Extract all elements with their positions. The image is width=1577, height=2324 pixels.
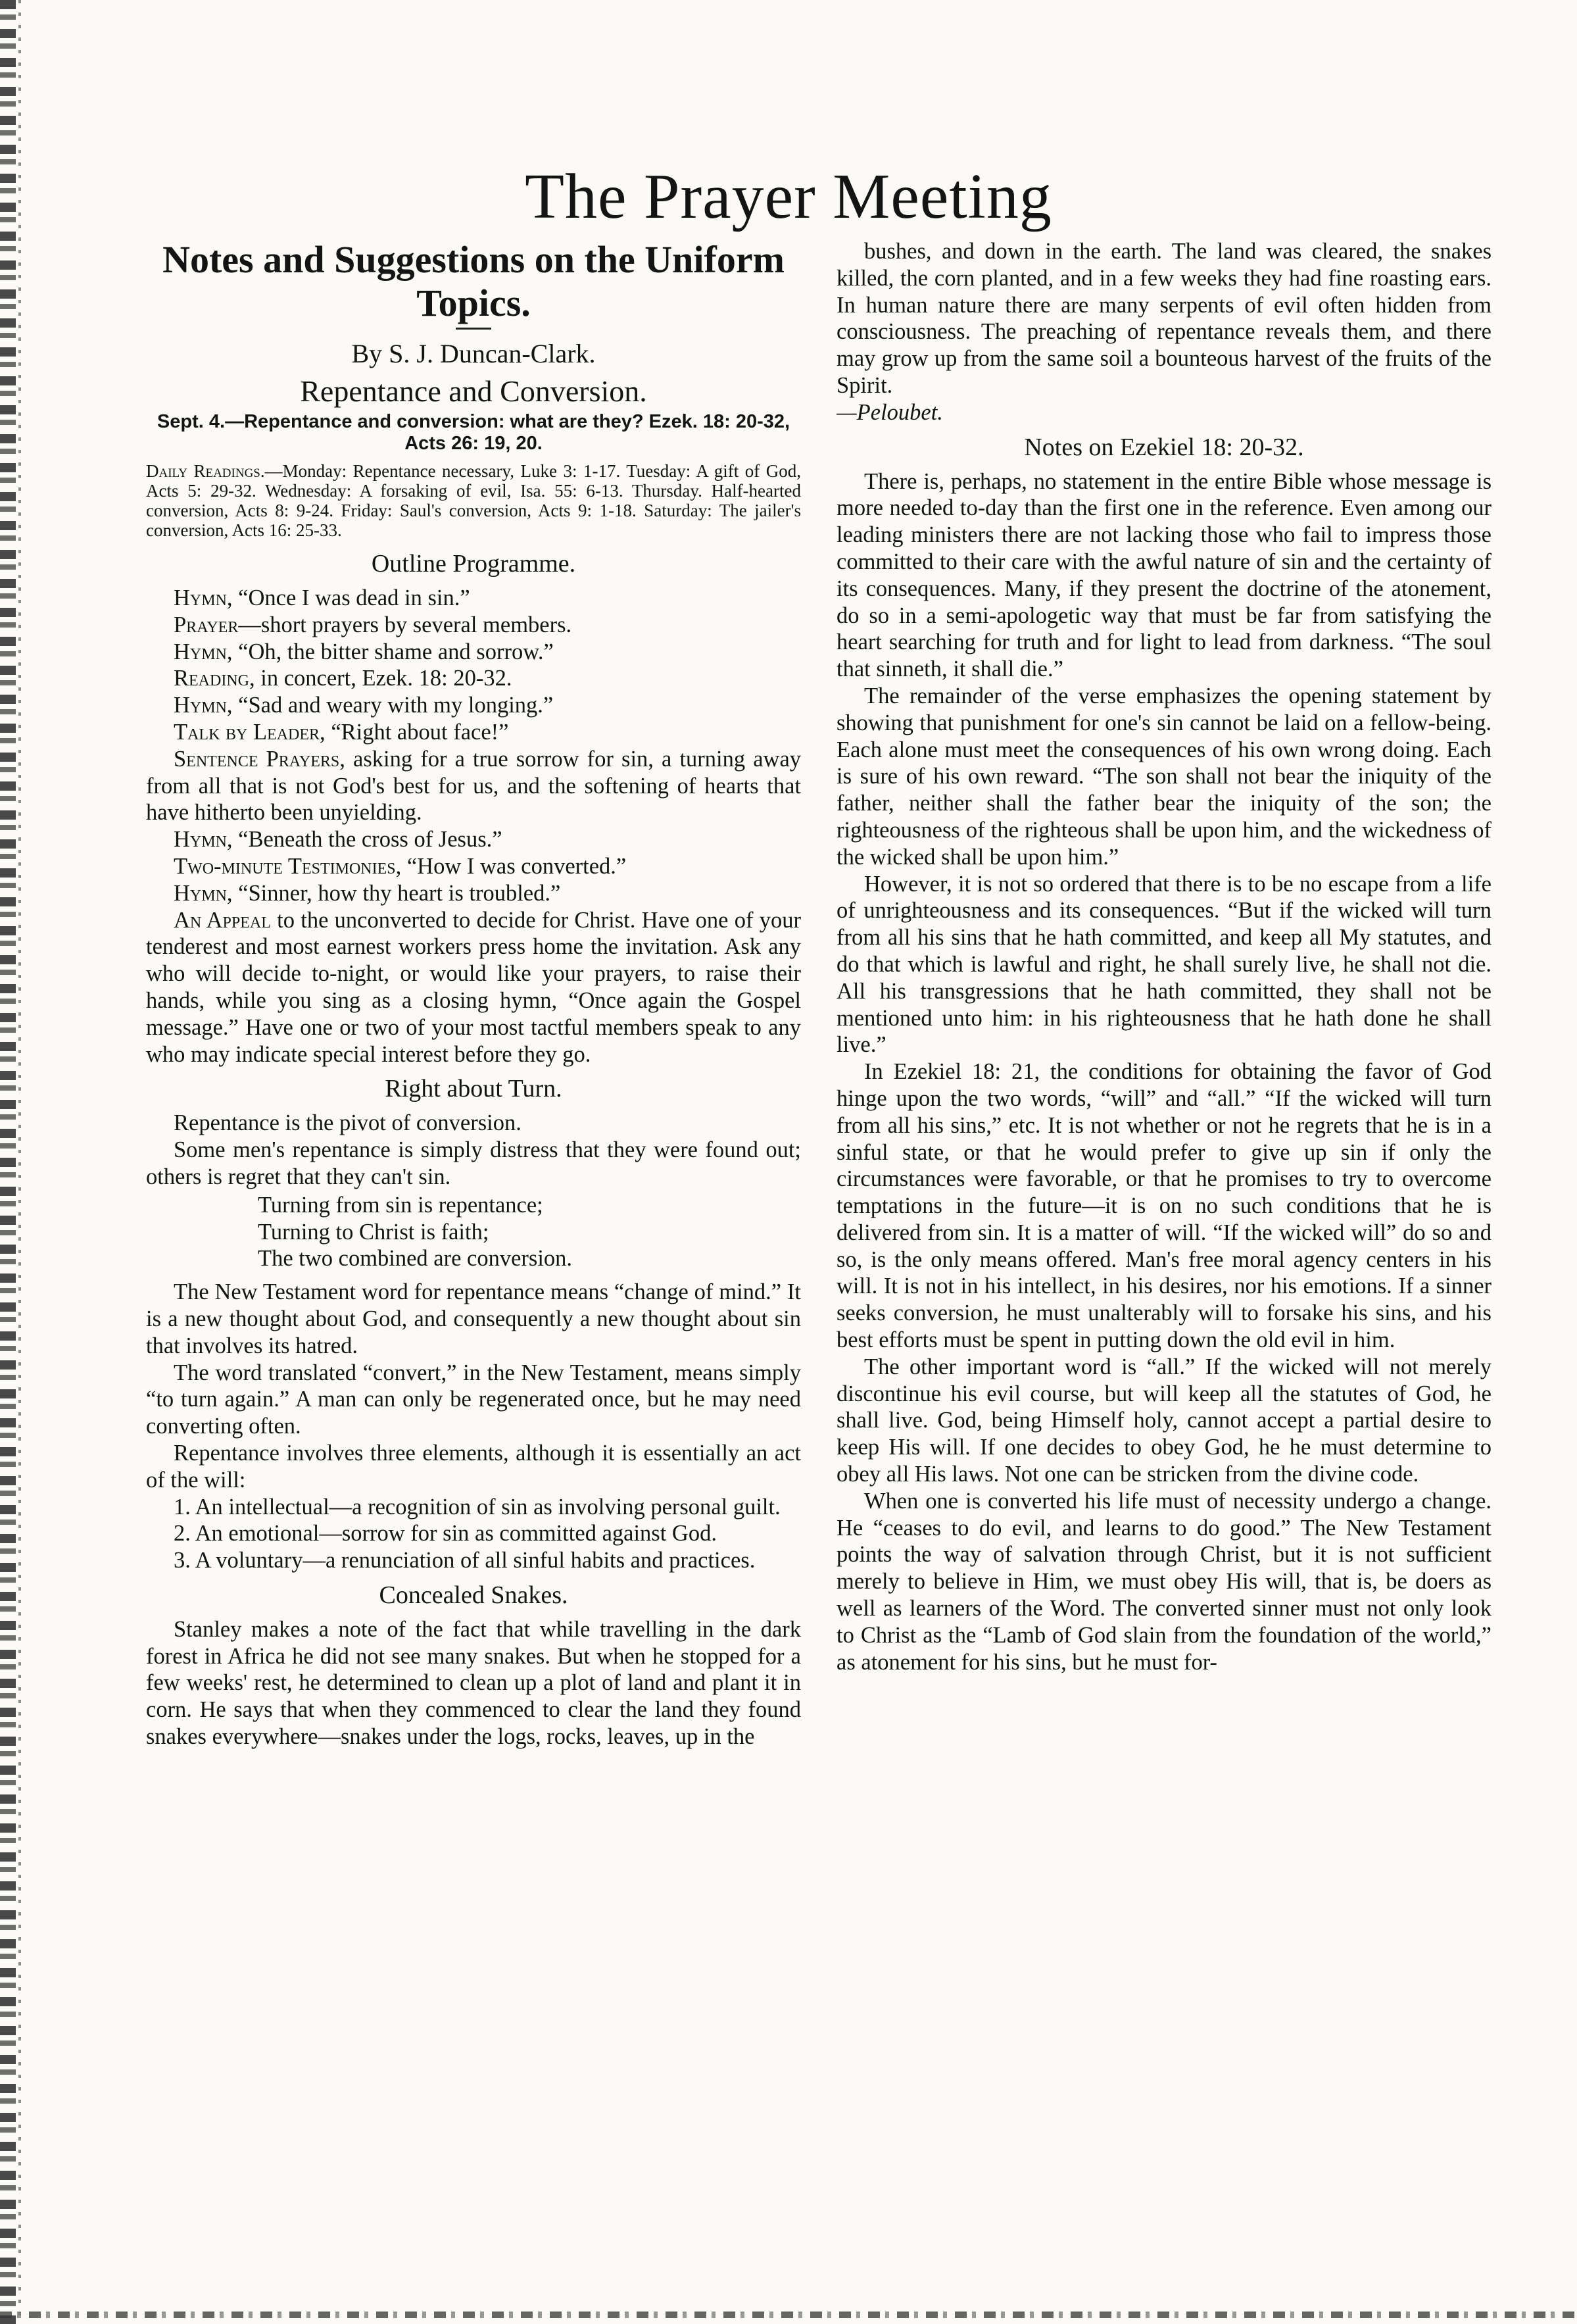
- section-title: Repentance and Conversion.: [300, 374, 647, 408]
- paragraph: Repentance involves three elements, although it is essentially an act of the will:: [146, 1440, 801, 1493]
- outline-heading: Outline Programme.: [371, 550, 576, 578]
- scan-left-edge: [0, 0, 16, 2324]
- right-about-heading: Right about Turn.: [385, 1075, 562, 1103]
- programme-item: Talk by Leader, “Right about face!”: [174, 719, 509, 745]
- programme-item: Hymn, “Beneath the cross of Jesus.”: [174, 827, 502, 853]
- programme-item: Hymn, “Oh, the bitter shame and sorrow.”: [174, 639, 554, 664]
- article-title: Notes and Suggestions on the Uniform Topics.: [162, 238, 785, 324]
- page-title: The Prayer Meeting: [525, 161, 1052, 232]
- programme-item: An Appeal to the unconverted to decide for Christ. Have one of your tenderest and most earnest workers press home the invitation. Ask any who will decide to-night, or would like your prayers, to raise their hands, while you sing as a closing hymn, “Once again the Gospel message.” Have one or two of your most tactful members speak to any who may indicate special interest before they go.: [146, 907, 801, 1067]
- paragraph: There is, perhaps, no statement in the entire Bible whose message is more needed to-day than the first one in the reference. Even among our leading ministers there are not lacking those who fail to impress those committed to their care with the awful nature of sin and the certainty of its consequences. Many, if they present the doctrine of the atonement, do so in a semi-apologetic way that must be far from satisfying the heart searching for truth and for light to lead from darkness. “The soul that sinneth, it shall die.”: [837, 468, 1492, 682]
- paragraph: The other important word is “all.” If the wicked will not merely discontinue his evil course, but will keep all the statutes of God, he shall live. God, being Himself holy, cannot accept a partial desire to keep His will. If one decides to obey God, he he must determine to obey all His laws. Not one can be stricken from the divine code.: [837, 1354, 1492, 1487]
- list-item: 1. An intellectual—a recognition of sin as involving personal guilt.: [174, 1494, 781, 1520]
- left-column: [146, 238, 801, 2304]
- poem-line: The two combined are conversion.: [258, 1246, 573, 1272]
- paragraph: The remainder of the verse emphasizes the opening statement by showing that punishment for one's sin cannot be laid on a fellow-being. Each alone must meet the consequences of his own wrong doing. Each is sure of his own reward. “The son shall not bear the iniquity of the father, neither shall the father bear the iniquity of the son; the righteousness of the righteous shall be upon him, and the wickedness of the wicked shall be upon him.”: [837, 683, 1492, 870]
- byline: By S. J. Duncan-Clark.: [351, 339, 596, 368]
- paragraph: Repentance is the pivot of conversion.: [174, 1110, 522, 1136]
- paragraph: However, it is not so ordered that there is to be no escape from a life of unrighteousness and its consequences. “But if the wicked will turn from all his sins that he hath committed, and keep all My statutes, and do that which is lawful and right, he shall surely live, he shall not die. All his transgressions that he hath committed, they shall not be mentioned unto him: in his righteousness that he hath done he shall live.”: [837, 871, 1492, 1058]
- list-item: 3. A voluntary—a renunciation of all sinful habits and practices.: [174, 1548, 756, 1573]
- paragraph-continued: bushes, and down in the earth. The land was cleared, the snakes killed, the corn planted, and in a few weeks they had fine roasting ears. In human nature there are many serpents of evil often hidden from consciousness. The preaching of repentance reveals them, and there may grow up from the same soil a bounteous harvest of the fruits of the Spirit. —Peloubet.: [837, 239, 1492, 425]
- programme-item: Hymn, “Sad and weary with my longing.”: [174, 693, 554, 718]
- list-item: 2. An emotional—sorrow for sin as committed against God.: [174, 1521, 717, 1546]
- title-rule: [456, 328, 491, 330]
- poem-line: Turning from sin is repentance;: [258, 1192, 543, 1218]
- daily-readings: [146, 461, 801, 540]
- programme-item: Hymn, “Sinner, how thy heart is troubled.”: [174, 880, 561, 906]
- paragraph: In Ezekiel 18: 21, the conditions for obtaining the favor of God hinge upon the two words, “will” and “all.” “If the wicked will turn from all his sins,” etc. It is not whether or not he regrets that he is in a sinful state, or that he would prefer to give up sin if only the circumstances were favorable, or that he promises to try to overcome temptations in the future—it is on no such conditions that he is delivered from sin. It is a matter of will. “If the wicked will” do so and so, is the only means offered. Man's free moral agency centers in his will. It is not in his intellect, in his desires, nor his emotions. If a sinner seeks conversion, he must unalterably will to forsake his sins, and his best efforts must be spent in putting down the old evil in him.: [837, 1059, 1492, 1353]
- scan-left-edge-mark: [18, 0, 21, 2324]
- paragraph: When one is converted his life must of necessity undergo a change. He “ceases to do evil, and learns to do good.” The New Testament points the way of salvation through Christ, but it is not sufficient merely to believe in Him, we must obey His will, that is, be doers as well as learners of the Word. The converted sinner must not only look to Christ as the “Lamb of God slain from the foundation of the world,” as atonement for his sins, but he must for-: [837, 1488, 1492, 1675]
- paragraph: The New Testament word for repentance means “change of mind.” It is a new thought about God, and consequently a new thought about sin that involves its hatred.: [146, 1279, 801, 1358]
- programme-item: Hymn, “Once I was dead in sin.”: [174, 585, 470, 610]
- snakes-heading: Concealed Snakes.: [379, 1581, 568, 1609]
- poem-line: Turning to Christ is faith;: [258, 1219, 489, 1245]
- date-line: Sept. 4.—Repentance and conversion: what are they? Ezek. 18: 20-32, Acts 26: 19, 20.: [157, 411, 790, 454]
- paragraph: Stanley makes a note of the fact that while travelling in the dark forest in Africa he did not see many snakes. But when he stopped for a few weeks' rest, he determined to clean up a plot of land and plant it in corn. He says that when they commenced to clear the land they found snakes everywhere—snakes under the logs, rocks, leaves, up in the: [146, 1616, 801, 1750]
- programme-item: Two-minute Testimonies, “How I was converted.”: [174, 853, 627, 879]
- poem: [146, 1192, 801, 1272]
- right-column: [837, 238, 1492, 2304]
- programme-list: [146, 585, 801, 1068]
- readings-label: Daily Readings.: [146, 461, 265, 481]
- paragraph: Some men's repentance is simply distress that they were found out; others is regret that they can't sin.: [146, 1137, 801, 1189]
- scan-bottom-edge: [0, 2312, 1577, 2318]
- attribution: —Peloubet.: [837, 399, 943, 425]
- readings-text: —Monday: Repentance necessary, Luke 3: 1-17. Tuesday: A gift of God, Acts 5: 29-32. Wednesday: A forsaking of evil, Isa. 55: 6-13. Thursday. Half-hearted conversion, Acts 8: 9-24. Friday: Saul's conversion, Acts 9: 1-18. Saturday: The jailer's conversion, Acts 16: 25-33.: [146, 461, 801, 540]
- programme-item: Prayer—short prayers by several members.: [174, 612, 572, 637]
- ezekiel-heading: Notes on Ezekiel 18: 20-32.: [1024, 433, 1304, 461]
- programme-item: Sentence Prayers, asking for a true sorrow for sin, a turning away from all that is not God's best for us, and the softening of hearts that have hitherto been unyielding.: [146, 746, 801, 826]
- paragraph: The word translated “convert,” in the New Testament, means simply “to turn again.” A man can only be regenerated once, but he may need converting often.: [146, 1360, 801, 1439]
- programme-item: Reading, in concert, Ezek. 18: 20-32.: [174, 666, 512, 691]
